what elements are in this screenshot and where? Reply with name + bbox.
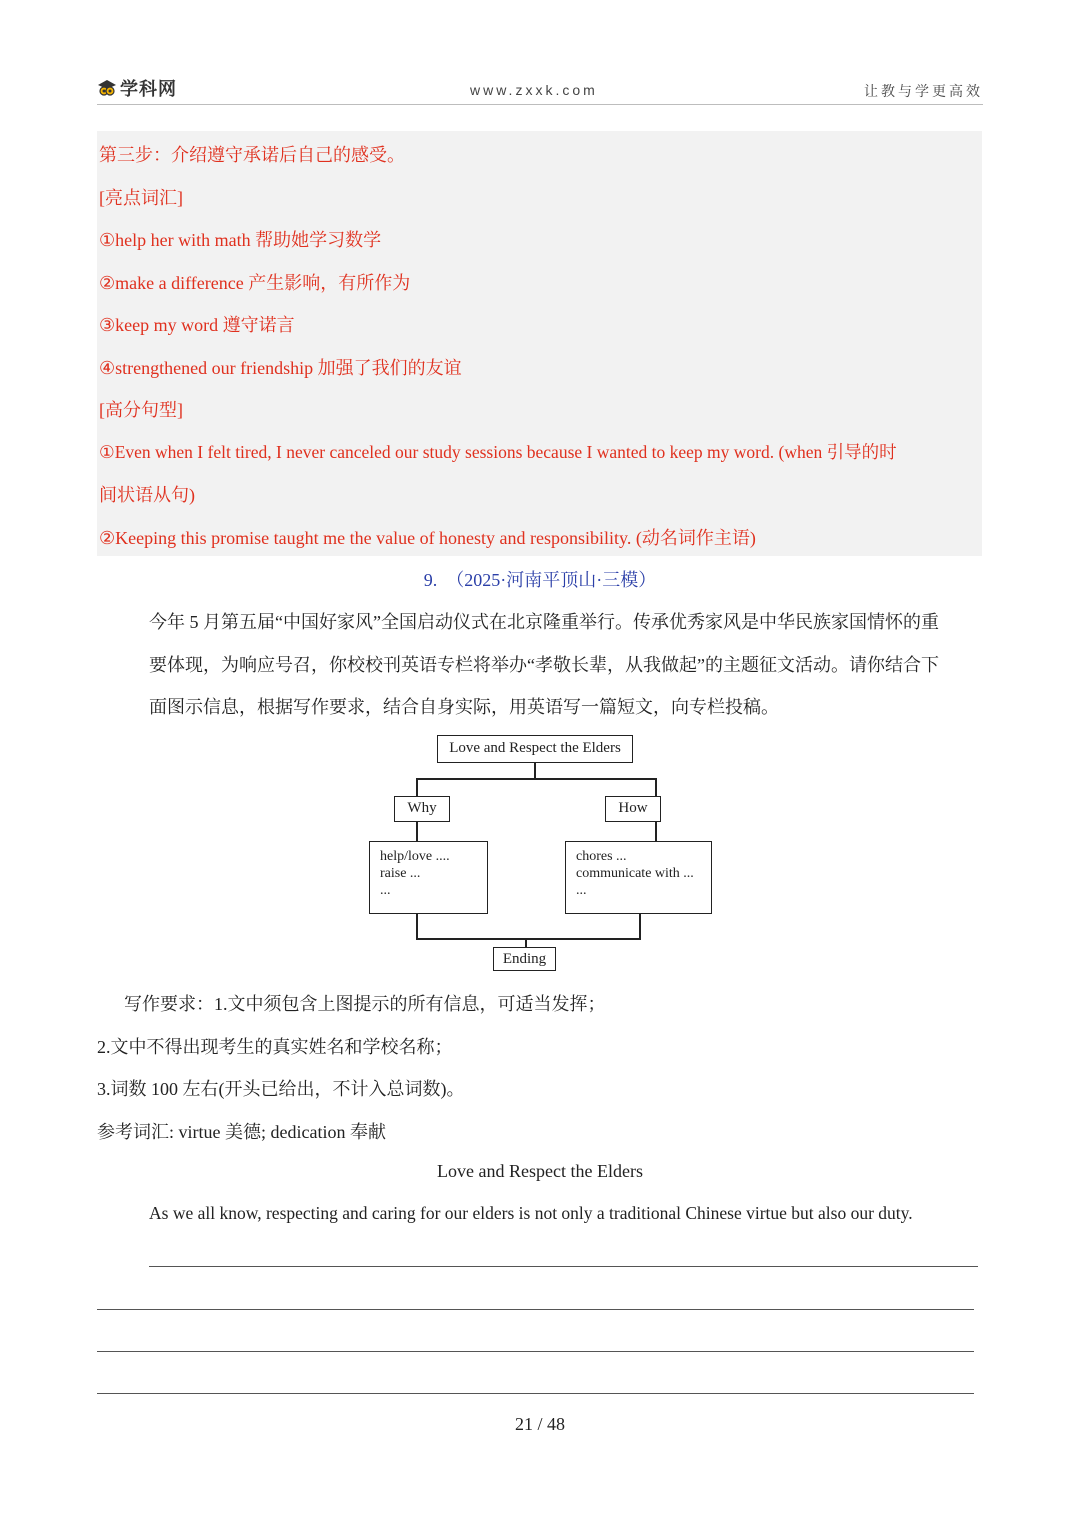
requirement-line: 3.词数 100 左右(开头已给出，不计入总词数)。 [97,1079,465,1099]
prompt-line: 要体现，为响应号召，你校校刊英语专栏将举办“孝敬长辈，从我做起”的主题征文活动。请你结合下 [149,655,939,675]
connector-line [416,822,418,841]
answer-line: ④strengthened our friendship 加强了我们的友谊 [99,358,462,378]
requirement-line: 写作要求：1.文中须包含上图提示的所有信息，可适当发挥； [124,994,606,1014]
why-box: Why [394,796,450,822]
answer-blank-line[interactable] [97,1393,974,1394]
question-number: 9. （2025·河南平顶山·三模） [423,570,657,590]
page-number: 21 / 48 [514,1414,565,1434]
answer-line: ②Keeping this promise taught me the value of honesty and responsibility. (动名词作主语) [99,528,756,548]
header-slogan: 让教与学更高效 [864,83,983,99]
connector-line [416,914,418,939]
answer-line: ③keep my word 遵守诺言 [99,315,295,335]
why-item: ... [380,883,391,898]
diagram-title-box: Love and Respect the Elders [437,735,633,763]
answer-explanation-box [97,131,982,556]
page-header [97,76,983,105]
requirement-line: 2.文中不得出现考生的真实姓名和学校名称； [97,1037,453,1057]
how-item: ... [576,883,587,898]
logo [97,76,177,100]
how-box: How [605,796,661,822]
answer-line: [亮点词汇] [99,188,183,208]
connector-line [655,778,657,796]
prompt-line: 面图示信息，根据写作要求，结合自身实际，用英语写一篇短文，向专栏投稿。 [149,697,779,717]
how-item: chores ... [576,849,627,864]
why-details-box [369,841,488,914]
answer-blank-line[interactable] [149,1266,978,1267]
why-item: help/love .... [380,849,450,864]
answer-blank-line[interactable] [97,1309,974,1310]
ending-box: Ending [493,947,556,971]
connector-line [416,778,656,780]
writing-prompt-diagram [368,733,714,973]
site-url: www.zxxk.com [470,82,598,98]
essay-opening: As we all know, respecting and caring for our elders is not only a traditional Chinese virtue but also our duty. [149,1203,913,1223]
prompt-line: 今年 5 月第五届“中国好家风”全国启动仪式在北京隆重举行。传承优秀家风是中华民族家国情怀的重 [149,612,939,632]
answer-line: 第三步：介绍遵守承诺后自己的感受。 [99,145,405,165]
owl-logo-icon [97,78,117,98]
how-details-box [565,841,712,914]
answer-line: 间状语从句) [99,485,195,505]
why-item: raise ... [380,866,421,881]
logo-text: 学科网 [120,79,177,99]
connector-line [639,914,641,939]
connector-line [525,938,527,947]
essay-title: Love and Respect the Elders [437,1161,643,1181]
answer-line: ①help her with math 帮助她学习数学 [99,230,382,250]
answer-line: [高分句型] [99,400,183,420]
answer-line: ①Even when I felt tired, I never canceled our study sessions because I wanted to keep my word. (when 引导的时 [99,442,897,462]
connector-line [416,778,418,796]
how-item: communicate with ... [576,866,694,881]
connector-line [416,938,641,940]
reference-vocabulary: 参考词汇: virtue 美德; dedication 奉献 [97,1122,386,1142]
answer-blank-line[interactable] [97,1351,974,1352]
connector-line [655,822,657,841]
answer-line: ②make a difference 产生影响，有所作为 [99,273,411,293]
connector-line [534,763,536,779]
